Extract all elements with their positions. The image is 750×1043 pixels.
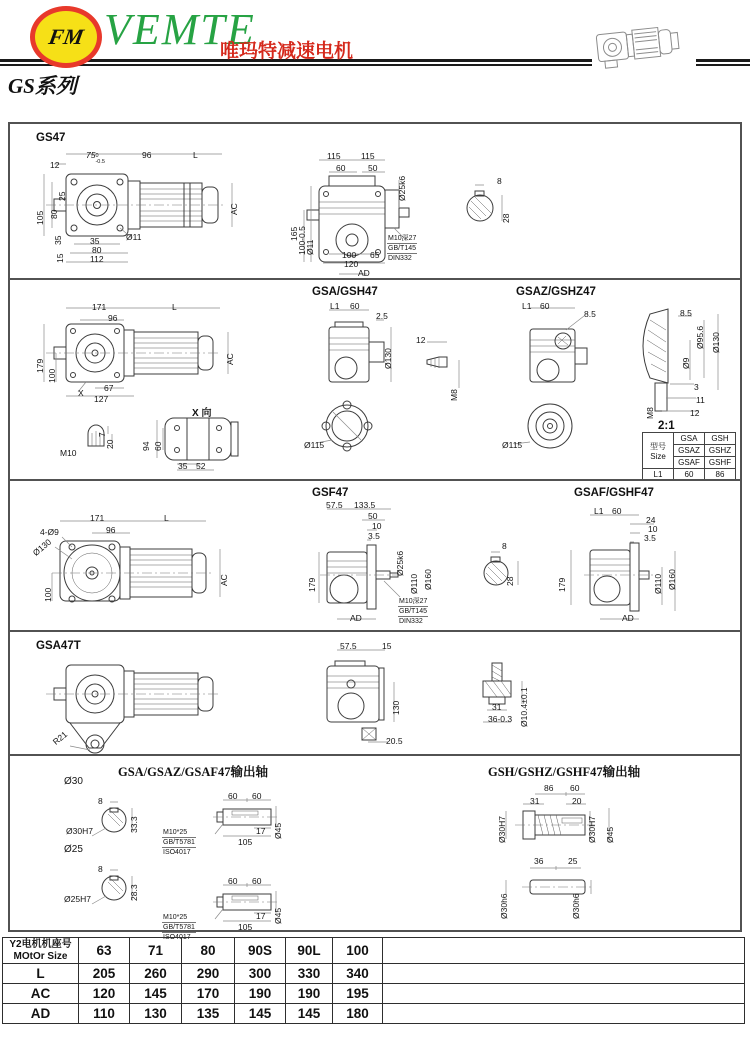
dim-label: Ø30 — [64, 776, 83, 787]
logo-text: FM — [46, 24, 86, 49]
dim-label: 105 — [238, 922, 253, 932]
dim-label: 20.5 — [386, 736, 403, 746]
dim-label: 100 — [43, 587, 53, 602]
dim-label: Ø110 — [653, 573, 663, 594]
dim-label: Ø9 — [681, 357, 691, 369]
dim-label: 28.3 — [129, 884, 139, 901]
dim-label: L — [172, 302, 177, 312]
dim-label: 60 — [336, 163, 346, 173]
dim-label: 100-0.5 — [297, 226, 307, 255]
value-cell: 145 — [286, 1004, 333, 1024]
empty-cell — [383, 984, 745, 1004]
dim-label: 80 — [92, 245, 102, 255]
dim-label: 35 — [90, 236, 100, 246]
col-header: 90L — [286, 938, 333, 964]
dim-label: L1 — [594, 506, 604, 516]
section-output-shafts — [10, 754, 740, 942]
dim-label: 96 — [108, 313, 118, 323]
dim-label: 50 — [368, 163, 378, 173]
col-header: 90S — [235, 938, 286, 964]
dim-label: Ø25k6 — [397, 175, 407, 201]
dim-label: 15 — [55, 253, 65, 263]
col-header: 63 — [79, 938, 130, 964]
dim-label: 105 — [35, 210, 45, 225]
dim-label: 17 — [256, 826, 266, 836]
dim-label: Ø130 — [30, 536, 54, 558]
dim-label: AD — [358, 268, 370, 278]
dim-label: 28 — [501, 213, 511, 223]
dim-label: 112 — [90, 254, 104, 264]
dim-label: R21 — [50, 729, 70, 747]
dim-label: 28 — [505, 576, 515, 586]
dim-label: Ø10.4±0.1 — [519, 687, 529, 727]
dim-label: M10 — [60, 448, 77, 458]
dim-label: 12 — [690, 408, 700, 418]
drawing-board — [8, 122, 742, 942]
dim-label: 67 — [104, 383, 114, 393]
dim-label: Ø160 — [667, 569, 677, 590]
dim-label: 12 — [50, 160, 60, 170]
dim-label: 60 — [350, 301, 360, 311]
value-cell: 190 — [235, 984, 286, 1004]
dim-label: 65 — [370, 250, 380, 260]
dim-label: L — [193, 150, 198, 160]
dim-label: 133.5 — [354, 500, 376, 510]
dim-label: 60 — [228, 791, 238, 801]
dim-label: 8.5 — [584, 309, 596, 319]
row-label: AC — [3, 984, 79, 1004]
dim-label: 120 — [344, 259, 359, 269]
size-cell: GSA — [674, 433, 705, 445]
dim-label: Ø130 — [383, 348, 393, 369]
dim-label: AD — [622, 613, 634, 623]
motor-size-header — [3, 938, 79, 964]
dim-label: Ø11 — [126, 232, 142, 242]
note-line: GB/T145 — [387, 244, 417, 254]
dim-label: 60 — [252, 791, 262, 801]
value-cell: 180 — [333, 1004, 383, 1024]
table-row — [3, 1004, 745, 1024]
dim-label: 50 — [368, 511, 378, 521]
note-line: M10深27 — [387, 234, 417, 244]
dim-label: AC — [229, 203, 239, 215]
dim-label: Ø45 — [605, 826, 615, 843]
col-header: 100 — [333, 938, 383, 964]
dim-label: 3.5 — [644, 533, 656, 543]
dim-label: 31 — [530, 796, 540, 806]
table-row — [3, 984, 745, 1004]
scale-note: 2:1 — [658, 420, 675, 432]
dim-label: 96 — [106, 525, 116, 535]
size-cell: GSHF — [705, 457, 736, 469]
dim-label: 10 — [372, 521, 382, 531]
dim-label: 179 — [307, 577, 317, 592]
dim-label: 60 — [228, 876, 238, 886]
dim-label: Ø95.6 — [695, 325, 705, 349]
dim-label: 3 — [694, 382, 699, 392]
dim-label: Ø30H7 — [66, 826, 93, 836]
output-shaft-drawing-art — [10, 756, 740, 925]
thread-spec-note — [398, 597, 428, 626]
dim-label: 60 — [612, 506, 622, 516]
dim-label: 105 — [238, 837, 253, 847]
dim-label: 11 — [696, 395, 705, 405]
drawing-title-gs47: GS47 — [36, 132, 66, 144]
drawing-title-gsa47t: GSA47T — [36, 640, 81, 652]
table-row — [3, 938, 745, 964]
section-gs47 — [10, 124, 740, 278]
size-header-en: Size — [650, 451, 666, 461]
dim-label: 31 — [492, 702, 502, 712]
dim-label: 52 — [196, 461, 206, 471]
series-title: GS系列 — [8, 74, 77, 98]
dim-label: Ø30h6 — [571, 893, 581, 919]
dim-label: Ø115 — [304, 440, 325, 450]
note-line: ISO4017 — [163, 934, 191, 942]
drawing-title-gsaz-gshz47: GSAZ/GSHZ47 — [516, 286, 596, 298]
col-header: 71 — [130, 938, 182, 964]
empty-cell — [383, 1004, 745, 1024]
dim-label: Ø25 — [64, 844, 83, 855]
dim-label: 15 — [382, 641, 392, 651]
dim-label: 171 — [90, 513, 105, 523]
dim-label: Ø130 — [711, 332, 721, 353]
motor-dimension-table — [2, 937, 745, 1024]
dim-label: Ø110 — [409, 573, 419, 594]
x-view-label: X 向 — [192, 408, 212, 419]
value-cell: 110 — [79, 1004, 130, 1024]
dim-label: 165 — [289, 226, 299, 241]
size-cell: GSH — [705, 433, 736, 445]
vemte-logo — [30, 6, 102, 68]
dim-label: Ø30H7 — [497, 816, 507, 843]
motor-size-header-cn: Y2电机机座号 — [9, 939, 72, 950]
dim-label: AC — [219, 574, 229, 586]
dim-label: 80 — [49, 209, 59, 219]
dim-label: 8.5 — [680, 308, 692, 318]
dim-label-tolerance — [86, 150, 105, 165]
dim-label: AD — [350, 613, 362, 623]
value-cell: 130 — [130, 1004, 182, 1024]
tolerance-stack — [95, 153, 104, 165]
value-cell: 145 — [235, 1004, 286, 1024]
note-line: M10*25 — [162, 913, 196, 923]
dim-label: 100 — [47, 368, 57, 383]
thread-spec-note — [387, 234, 417, 263]
dim-label: L1 — [522, 301, 532, 311]
drawing-title-gsa-gsh47: GSA/GSH47 — [312, 286, 378, 298]
size-cell: 60 — [674, 469, 705, 481]
size-table — [642, 432, 736, 481]
value-cell: 135 — [182, 1004, 235, 1024]
drawing-title-gsf47: GSF47 — [312, 487, 349, 499]
size-cell: L1 — [643, 469, 674, 481]
size-header-cn: 型号 — [650, 441, 666, 451]
dim-label: Ø45 — [273, 907, 283, 924]
gsa47t-drawing-art — [10, 632, 740, 756]
dim-label: 8 — [98, 864, 103, 874]
dim-label: 127 — [94, 394, 109, 404]
size-cell: 86 — [705, 469, 736, 481]
note-line: DIN332 — [399, 618, 423, 626]
dim-label: Ø160 — [423, 569, 433, 590]
dim-label: 36-0.3 — [488, 714, 513, 724]
dim-label: 33.3 — [129, 816, 139, 833]
section-gsa-gsh47 — [10, 278, 740, 479]
dim-label: 130 — [391, 700, 401, 715]
gearmotor-thumbnail-image — [592, 8, 696, 74]
dim-label: 24 — [646, 515, 656, 525]
note-line: ISO4017 — [163, 849, 191, 857]
dim-label: 3.5 — [368, 531, 380, 541]
size-cell: GSAF — [674, 457, 705, 469]
dim-label: 25 — [568, 856, 578, 866]
value-cell: 190 — [286, 984, 333, 1004]
note-line: GB/T5781 — [162, 923, 196, 933]
section-gsa47t — [10, 630, 740, 754]
value-cell: 340 — [333, 964, 383, 984]
dim-label: 35 — [178, 461, 188, 471]
empty-cell — [383, 964, 745, 984]
dim-label: 25 — [57, 191, 67, 201]
dim-label: 8 — [502, 541, 507, 551]
size-table-header — [643, 433, 674, 469]
dim-label: 12 — [416, 335, 426, 345]
value-cell: 330 — [286, 964, 333, 984]
value-cell: 170 — [182, 984, 235, 1004]
output-shaft-title-gsa: GSA/GSAZ/GSAF47输出轴 — [118, 765, 269, 779]
tol-upper: 0 — [95, 153, 99, 159]
value-cell: 205 — [79, 964, 130, 984]
dim-label: 17 — [256, 911, 266, 921]
row-label: L — [3, 964, 79, 984]
dim-label: 8 — [497, 176, 502, 186]
motor-size-header-en: MOtOr Size — [13, 950, 68, 962]
dim-label: 60 — [540, 301, 550, 311]
dim-label: L — [164, 513, 169, 523]
dim-label: X — [78, 388, 84, 398]
tol-lower: -0.5 — [95, 159, 105, 166]
dim-label: M8 — [645, 407, 655, 419]
output-shaft-title-gsh: GSH/GSHZ/GSHF47输出轴 — [488, 765, 641, 779]
dim-label: 20 — [105, 439, 115, 449]
dim-label: 100 — [342, 250, 357, 260]
dim-label: 4-Ø9 — [40, 527, 59, 537]
dim-label: Ø30h6 — [499, 893, 509, 919]
dim-label: 179 — [35, 358, 45, 373]
value-cell: 300 — [235, 964, 286, 984]
dim-label: 10 — [648, 524, 658, 534]
gsa-gsh47-drawing-art — [10, 280, 740, 481]
dim-label: 20 — [572, 796, 582, 806]
dim-value: 75 — [86, 150, 96, 160]
dim-label: 60 — [570, 783, 580, 793]
drawing-title-gsaf-gshf47: GSAF/GSHF47 — [574, 487, 654, 499]
dim-label: 57.5 — [340, 641, 357, 651]
row-label: AD — [3, 1004, 79, 1024]
dim-label: 57.5 — [326, 500, 343, 510]
size-cell: GSAZ — [674, 445, 705, 457]
dim-label: L1 — [330, 301, 340, 311]
note-line: GB/T5781 — [162, 838, 196, 848]
dim-label: 7 — [97, 432, 107, 437]
dim-label: Ø115 — [502, 440, 523, 450]
note-line: GB/T145 — [398, 607, 428, 617]
brand-subtitle: 唯玛特减速电机 — [220, 41, 354, 62]
dim-label: Ø25H7 — [64, 894, 91, 904]
dim-label: 86 — [544, 783, 554, 793]
note-line: M10深27 — [398, 597, 428, 607]
dim-label: Ø30H7 — [587, 816, 597, 843]
dim-label: 115 — [361, 151, 375, 161]
dim-label: 35 — [53, 235, 63, 245]
dim-label: Ø25k6 — [395, 550, 405, 576]
col-header: 80 — [182, 938, 235, 964]
dim-label: 60 — [153, 441, 163, 451]
dim-label: 171 — [92, 302, 107, 312]
size-cell: GSHZ — [705, 445, 736, 457]
table-row — [3, 964, 745, 984]
bolt-spec-note — [162, 828, 196, 857]
dim-label: M8 — [449, 389, 459, 401]
dim-label: Ø45 — [273, 822, 283, 839]
section-gsf47 — [10, 479, 740, 630]
value-cell: 195 — [333, 984, 383, 1004]
value-cell: 120 — [79, 984, 130, 1004]
dim-label: 60 — [252, 876, 262, 886]
dim-label: 36 — [534, 856, 544, 866]
dim-label: 94 — [141, 441, 151, 451]
empty-cell — [383, 938, 745, 964]
dim-label: 8 — [98, 796, 103, 806]
note-line: DIN332 — [388, 255, 412, 263]
value-cell: 260 — [130, 964, 182, 984]
brand-name: VEMTE — [104, 5, 256, 54]
dim-label: 96 — [142, 150, 152, 160]
dim-label: AC — [225, 353, 235, 365]
note-line: M10*25 — [162, 828, 196, 838]
value-cell: 290 — [182, 964, 235, 984]
dim-label: Ø11 — [305, 239, 315, 255]
value-cell: 145 — [130, 984, 182, 1004]
dim-label: 115 — [327, 151, 341, 161]
dim-label: 2.5 — [376, 311, 388, 321]
dim-label: 179 — [557, 577, 567, 592]
